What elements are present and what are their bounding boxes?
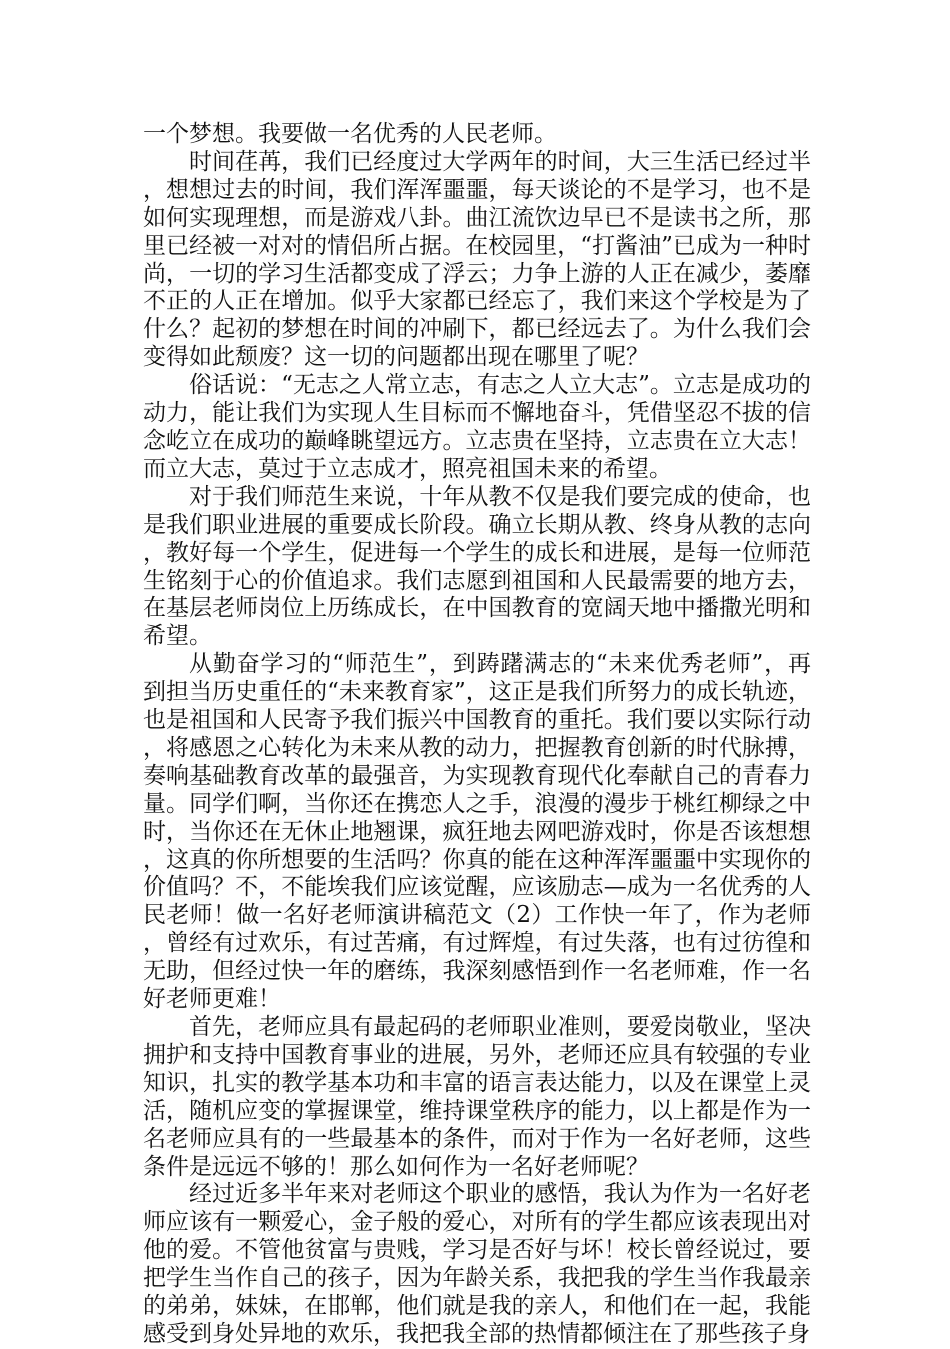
paragraph: 首先，老师应具有最起码的老师职业准则，要爱岗敬业，坚决拥护和支持中国教育事业的进展，另外，老师还应具有较强的专业知识，扎实的教学基本功和丰富的语言表达能力，以及在课堂上灵活，随机应变的掌握课堂，维持课堂秩序的能力，以上都是作为一名老师应具有的一些最基本的条件，而对于作为一名好老师，这些条件是远远不够的！那么如何作为一名好老师呢？ (143, 1014, 811, 1180)
paragraph: 经过近多半年来对老师这个职业的感悟，我认为作为一名好老师应该有一颗爱心，金子般的爱心，对所有的学生都应该表现出对他的爱。不管他贫富与贵贱，学习是否好与坏！校长曾经说过，要把学生当作自己的孩子，因为年龄关系，我把我的学生当作我最亲的弟弟，妹妹，在邯郸，他们就是我的亲人，和他们在一起，我能感受到身处异地的欢乐，我把我全部的热情都倾注在了那些孩子身 (143, 1181, 811, 1347)
paragraph: 对于我们师范生来说，十年从教不仅是我们要完成的使命，也是我们职业进展的重要成长阶段。确立长期从教、终身从教的志向，教好每一个学生，促进每一个学生的成长和进展，是每一位师范生铭刻于心的价值追求。我们志愿到祖国和人民最需要的地方去，在基层老师岗位上历练成长，在中国教育的宽阔天地中播撒光明和希望。 (143, 483, 811, 650)
paragraph: 从勤奋学习的“师范生”，到踌躇满志的“未来优秀老师”，再到担当历史重任的“未来教育家”，这正是我们所努力的成长轨迹，也是祖国和人民寄予我们振兴中国教育的重托。我们要以实际行动，将感恩之心转化为未来从教的动力，把握教育创新的时代脉搏，奏响基础教育改革的最强音，为实现教育现代化奉献自己的青春力量。同学们啊，当你还在携恋人之手，浪漫的漫步于桃红柳绿之中时，当你还在无休止地翘课，疯狂地去网吧游戏时，你是否该想想，这真的你所想要的生活吗？你真的能在这种浑浑噩噩中实现你的价值吗？不，不能埃我们应该觉醒，应该励志—成为一名优秀的人民老师！做一名好老师演讲稿范文（2）工作快一年了，作为老师，曾经有过欢乐，有过苦痛，有过辉煌，有过失落，也有过彷徨和无助，但经过快一年的磨练，我深刻感悟到作一名老师难，作一名好老师更难！ (143, 651, 811, 1013)
paragraph: 一个梦想。我要做一名优秀的人民老师。 (143, 121, 557, 147)
document-body (143, 121, 811, 1349)
paragraph: 时间荏苒，我们已经度过大学两年的时间，大三生活已经过半，想想过去的时间，我们浑浑噩噩，每天谈论的不是学习，也不是如何实现理想，而是游戏八卦。曲江流饮边早已不是读书之所，那里已经被一对对的情侣所占据。在校园里，“打酱油”已成为一种时尚，一切的学习生活都变成了浮云；力争上游的人正在减少，萎靡不正的人正在增加。似乎大家都已经忘了，我们来这个学校是为了什么？起初的梦想在时间的冲刷下，都已经远去了。为什么我们会变得如此颓废？这一切的问题都出现在哪里了呢？ (143, 148, 811, 371)
paragraph: 俗话说：“无志之人常立志，有志之人立大志”。立志是成功的动力，能让我们为实现人生目标而不懈地奋斗，凭借坚忍不拔的信念屹立在成功的巅峰眺望远方。立志贵在坚持，立志贵在立大志！而立大志，莫过于立志成才，照亮祖国未来的希望。 (143, 372, 811, 482)
